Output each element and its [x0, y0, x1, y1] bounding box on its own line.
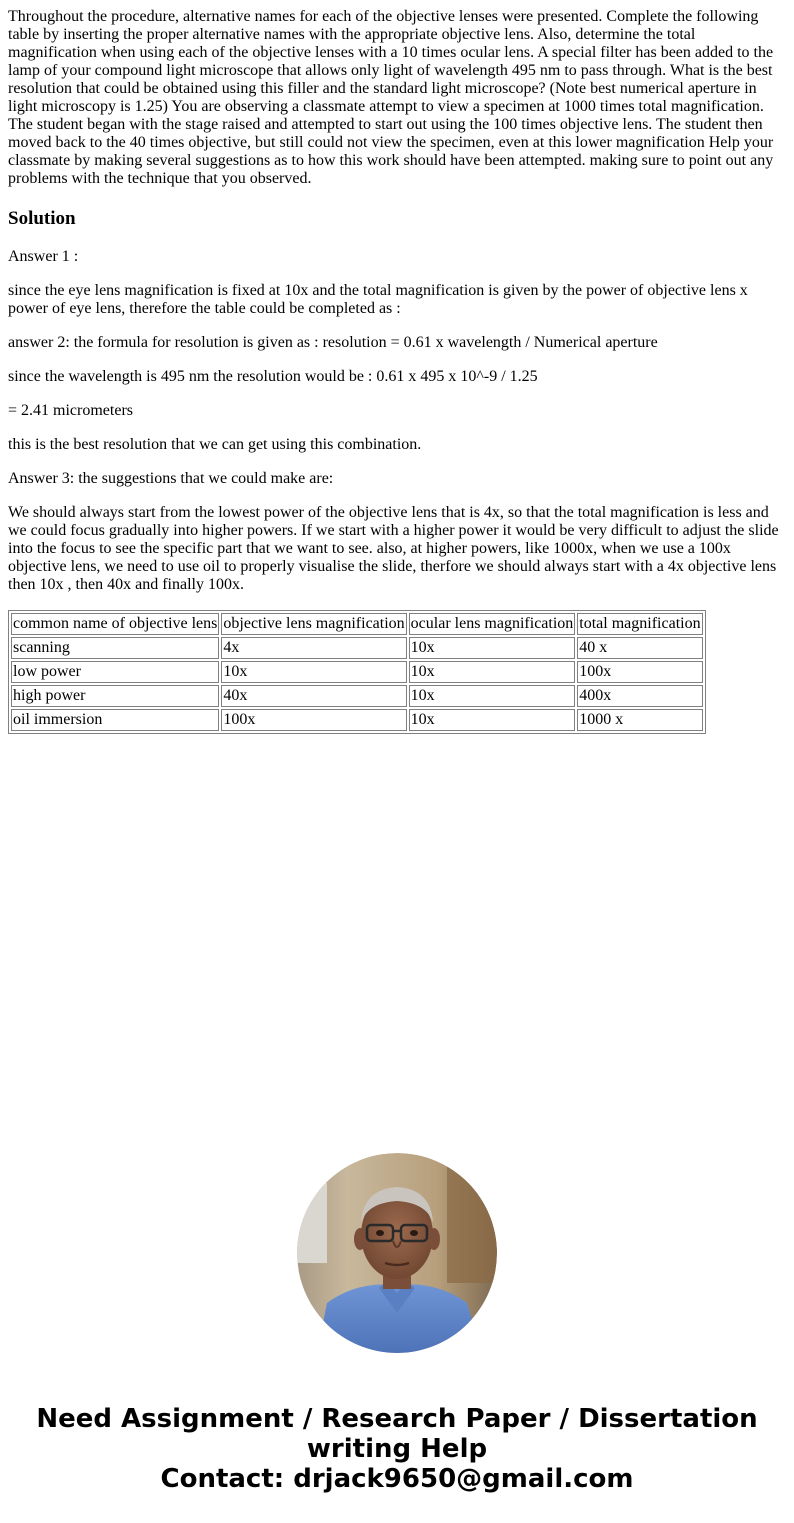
table-header-cell: common name of objective lens	[11, 613, 219, 635]
table-cell: 40 x	[577, 637, 702, 659]
footer-contact-line: Contact: drjack9650@gmail.com	[160, 1464, 634, 1494]
table-cell: 400x	[577, 685, 702, 707]
table-cell: 100x	[221, 709, 406, 731]
table-header-cell: ocular lens magnification	[409, 613, 576, 635]
answer-2-calculation: since the wavelength is 495 nm the resolution would be : 0.61 x 495 x 10^-9 / 1.25	[8, 368, 538, 385]
table-header-cell: total magnification	[577, 613, 702, 635]
table-cell: 10x	[409, 709, 576, 731]
table-cell: high power	[11, 685, 219, 707]
answer-2-result: = 2.41 micrometers	[8, 402, 133, 419]
table-cell: 10x	[409, 637, 576, 659]
table-header-row	[11, 613, 703, 635]
answer-2-conclusion: this is the best resolution that we can get using this combination.	[8, 436, 422, 453]
table-cell: 10x	[409, 685, 576, 707]
answer-1-text: since the eye lens magnification is fixed at 10x and the total magnification is given by the power of objective lens x power of eye lens, therefore the table could be completed as :	[8, 282, 748, 317]
document-body	[8, 8, 786, 734]
table-cell: 4x	[221, 637, 406, 659]
footer-contact-banner	[0, 1404, 794, 1494]
table-cell: 10x	[409, 661, 576, 683]
question-text: Throughout the procedure, alternative names for each of the objective lenses were presented. Complete the following table by inserting the proper alternative names with the appropriate objective lens. Also, determine the total magnification when using each of the objective lenses with a 10 times ocular lens. A special filter has been added to the lamp of your compound light microscope that allows only light of wavelength 495 nm to pass through. What is the best resolution that could be obtained using this filler and the standard light microscope? (Note best numerical aperture in light microscopy is 1.25) You are observing a classmate attempt to view a specimen at 1000 times total magnification. The student began with the stage raised and attempted to start out using the 100 times objective lens. The student then moved back to the 40 times objective, but still could not view the specimen, even at this lower magnification Help your classmate by making several suggestions as to how this work should have been attempted. making sure to point out any problems with the technique that you observed.	[8, 8, 774, 187]
table-cell: 100x	[577, 661, 702, 683]
table-cell: low power	[11, 661, 219, 683]
table-row	[11, 685, 703, 707]
table-row	[11, 637, 703, 659]
solution-heading: Solution	[8, 208, 76, 229]
answer-3-text: We should always start from the lowest power of the objective lens that is 4x, so that the total magnification is less and we could focus gradually into higher powers. If we start with a higher power it would be very difficult to adjust the slide into the focus to see the specific part that we want to see. also, at higher powers, like 1000x, when we use a 100x objective lens, we need to use oil to properly visualise the slide, therfore we should always start with a 4x objective lens then 10x , then 40x and finally 100x.	[8, 504, 779, 593]
table-cell: scanning	[11, 637, 219, 659]
answer-2-formula: answer 2: the formula for resolution is given as : resolution = 0.61 x wavelength / Numerical aperture	[8, 334, 658, 351]
table-cell: 10x	[221, 661, 406, 683]
answer-1-label: Answer 1 :	[8, 248, 79, 265]
answer-3-label: Answer 3: the suggestions that we could make are:	[8, 470, 334, 487]
magnification-table	[8, 610, 706, 734]
author-portrait-image	[297, 1153, 497, 1353]
table-header-cell: objective lens magnification	[221, 613, 406, 635]
footer-line-2: writing Help	[306, 1434, 488, 1464]
footer-line-1: Need Assignment / Research Paper / Dissertation	[36, 1404, 758, 1434]
table-cell: 40x	[221, 685, 406, 707]
table-row	[11, 661, 703, 683]
table-row	[11, 709, 703, 731]
author-avatar	[297, 1153, 497, 1353]
table-cell: 1000 x	[577, 709, 702, 731]
table-cell: oil immersion	[11, 709, 219, 731]
